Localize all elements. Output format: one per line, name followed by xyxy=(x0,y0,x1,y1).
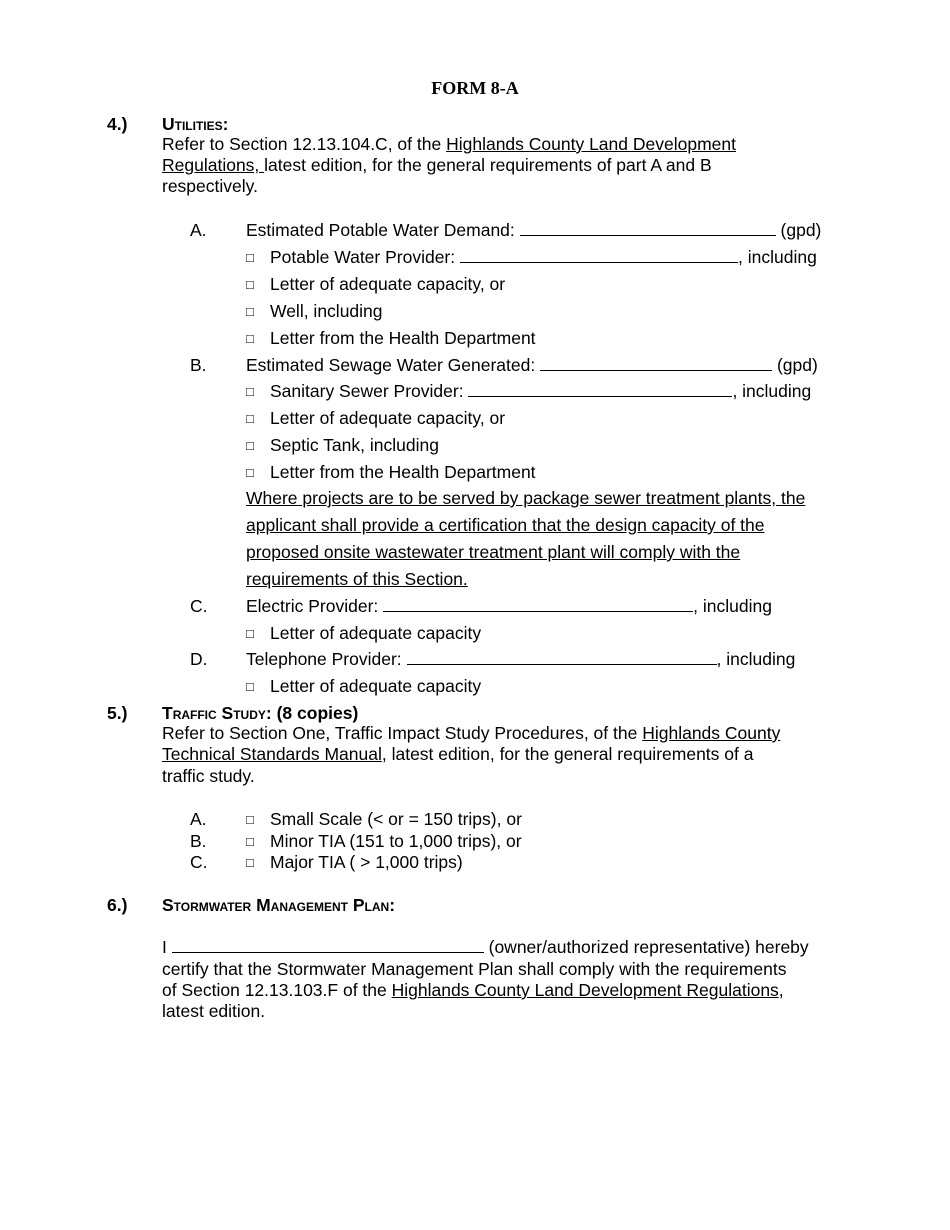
electric-option-letter xyxy=(246,623,481,644)
section-4-intro-line3: respectively. xyxy=(162,176,258,196)
telephone-provider-row xyxy=(246,649,795,670)
section-4-number: 4.) xyxy=(107,114,128,134)
checkbox[interactable]: □ xyxy=(246,384,254,399)
electric-provider-label: Electric Provider: xyxy=(246,596,379,616)
option-label: Letter from the Health Department xyxy=(270,328,536,348)
section-6-heading: Stormwater Management Plan: xyxy=(162,895,396,915)
including-text: , including xyxy=(738,247,817,267)
checkbox[interactable]: □ xyxy=(246,626,254,641)
form-title: FORM 8-A xyxy=(431,78,519,98)
section-5-intro-line1 xyxy=(162,723,780,744)
package-plant-note-3: proposed onsite wastewater treatment plant will comply with the xyxy=(246,542,741,562)
traffic-option-b xyxy=(246,831,522,852)
sewage-row xyxy=(246,355,818,376)
checkbox[interactable]: □ xyxy=(246,250,254,265)
ldr-reference-link: Highlands County Land Development Regulations xyxy=(391,980,779,1000)
including-text: , including xyxy=(732,381,812,401)
item-c-letter: C. xyxy=(190,596,208,616)
section-5-heading: Traffic Study: xyxy=(162,703,272,723)
sewer-option-septic xyxy=(246,435,439,456)
including-text: , including xyxy=(716,649,796,669)
certification-line4: latest edition. xyxy=(162,1001,266,1021)
intro-text: Refer to Section One, Traffic Impact Study Procedures, of the xyxy=(162,723,643,743)
telephone-provider-label: Telephone Provider: xyxy=(246,649,402,669)
package-plant-note-2: applicant shall provide a certification that the design capacity of the xyxy=(246,515,765,535)
section-5-heading-row xyxy=(162,703,358,724)
section-5-intro-line3: traffic study. xyxy=(162,766,255,786)
certification-line3 xyxy=(162,980,784,1001)
water-option-letter xyxy=(246,274,505,295)
cert-text: , xyxy=(778,980,784,1000)
water-demand-field[interactable] xyxy=(520,221,776,236)
traffic-option-c-letter: C. xyxy=(190,852,208,872)
intro-text: , latest edition, for the general requirements of a xyxy=(381,744,754,764)
owner-name-field[interactable] xyxy=(172,938,484,953)
sewer-provider-label: Sanitary Sewer Provider: xyxy=(270,381,464,401)
checkbox[interactable]: □ xyxy=(246,465,254,480)
telephone-provider-field[interactable] xyxy=(407,650,717,665)
item-d-letter: D. xyxy=(190,649,208,669)
section-4-heading: Utilities: xyxy=(162,114,229,134)
option-label: Septic Tank, including xyxy=(270,435,439,455)
option-label: Letter of adequate capacity, or xyxy=(270,408,506,428)
section-5-intro-line2 xyxy=(162,744,753,765)
option-label: Letter of adequate capacity xyxy=(270,623,482,643)
checkbox[interactable]: □ xyxy=(246,855,254,870)
including-text: , including xyxy=(693,596,772,616)
checkbox[interactable]: □ xyxy=(246,331,254,346)
option-label: Minor TIA (151 to 1,000 trips), or xyxy=(270,831,522,851)
cert-i: I xyxy=(162,937,167,957)
potable-provider-label: Potable Water Provider: xyxy=(270,247,456,267)
section-6-number: 6.) xyxy=(107,895,128,915)
checkbox[interactable]: □ xyxy=(246,304,254,319)
checkbox[interactable]: □ xyxy=(246,679,254,694)
option-label: Letter from the Health Department xyxy=(270,462,536,482)
option-label: Letter of adequate capacity, or xyxy=(270,274,506,294)
cert-text: (owner/authorized representative) hereby xyxy=(488,937,809,957)
sewer-option-health xyxy=(246,462,536,483)
sewer-option-letter xyxy=(246,408,505,429)
water-demand-label: Estimated Potable Water Demand: xyxy=(246,220,515,240)
tsm-reference-link: Highlands County xyxy=(642,723,781,743)
traffic-option-b-letter: B. xyxy=(190,831,207,851)
item-a-letter: A. xyxy=(190,220,207,240)
water-demand-row xyxy=(246,220,821,241)
checkbox[interactable]: □ xyxy=(246,438,254,453)
item-b-letter: B. xyxy=(190,355,207,375)
section-4-intro-line2 xyxy=(162,155,712,176)
sewage-label: Estimated Sewage Water Generated: xyxy=(246,355,536,375)
traffic-option-a-letter: A. xyxy=(190,809,207,829)
checkbox[interactable]: □ xyxy=(246,834,254,849)
electric-provider-row xyxy=(246,596,772,617)
option-label: Major TIA ( > 1,000 trips) xyxy=(270,852,463,872)
checkbox[interactable]: □ xyxy=(246,277,254,292)
checkbox[interactable]: □ xyxy=(246,812,254,827)
package-plant-note-4: requirements of this Section. xyxy=(246,569,468,589)
copies-note: (8 copies) xyxy=(276,703,359,723)
potable-provider-row xyxy=(246,247,817,268)
section-4-intro-line1 xyxy=(162,134,736,155)
intro-text: latest edition, for the general requirements of part A and B xyxy=(264,155,712,175)
sewer-provider-field[interactable] xyxy=(468,382,732,397)
intro-text: Refer to Section 12.13.104.C, of the xyxy=(162,134,447,154)
checkbox[interactable]: □ xyxy=(246,411,254,426)
traffic-option-c xyxy=(246,852,463,873)
gpd-unit: (gpd) xyxy=(780,220,822,240)
water-option-well xyxy=(246,301,383,322)
option-label: Small Scale (< or = 150 trips), or xyxy=(270,809,522,829)
certification-line1 xyxy=(162,937,809,958)
traffic-option-a xyxy=(246,809,522,830)
package-plant-note-1: Where projects are to be served by package sewer treatment plants, the xyxy=(246,488,806,508)
option-label: Letter of adequate capacity xyxy=(270,676,482,696)
section-5-number: 5.) xyxy=(107,703,128,723)
cert-text: of Section 12.13.103.F of the xyxy=(162,980,392,1000)
potable-provider-field[interactable] xyxy=(460,248,738,263)
telephone-option-letter xyxy=(246,676,481,697)
sewage-field[interactable] xyxy=(540,356,772,371)
sewer-provider-row xyxy=(246,381,811,402)
option-label: Well, including xyxy=(270,301,383,321)
electric-provider-field[interactable] xyxy=(383,597,693,612)
ldr-reference-link: Highlands County Land Development xyxy=(446,134,736,154)
water-option-health xyxy=(246,328,536,349)
ldr-reference-link-cont: Regulations, xyxy=(162,155,265,175)
tsm-reference-link-cont: Technical Standards Manual xyxy=(162,744,382,764)
certification-line2: certify that the Stormwater Management Plan shall comply with the requirements xyxy=(162,959,787,979)
gpd-unit: (gpd) xyxy=(776,355,818,375)
